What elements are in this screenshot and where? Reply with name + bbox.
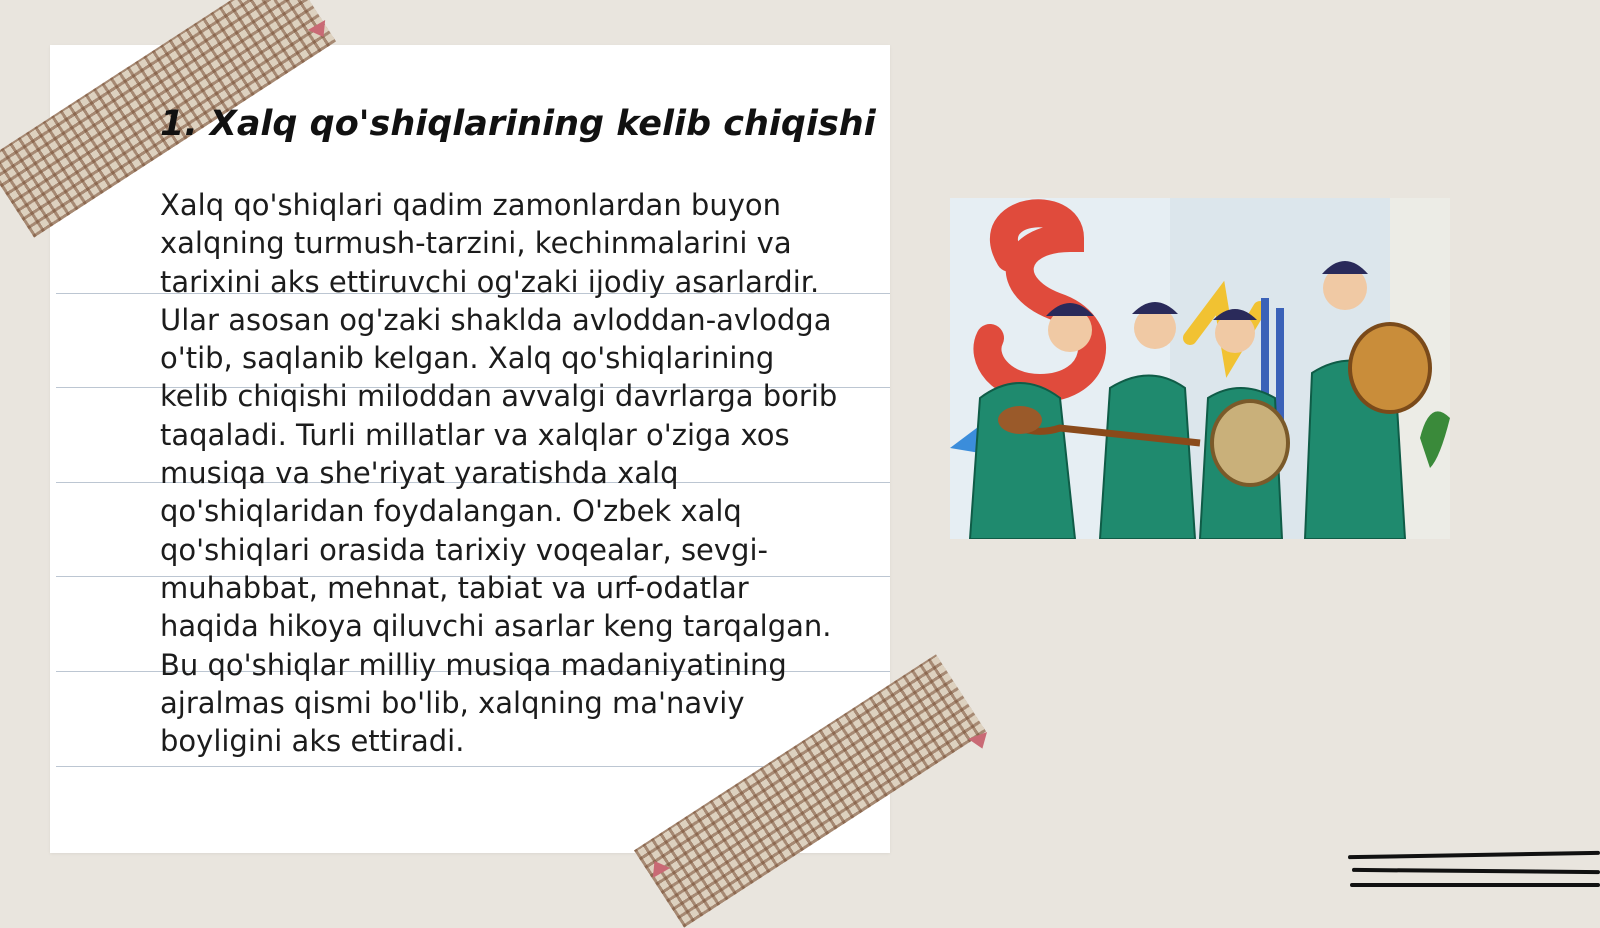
decorative-stroke-lines	[1348, 847, 1600, 887]
slide-title: 1. Xalq qo'shiqlarining kelib chiqishi	[160, 104, 876, 144]
performers-illustration	[950, 198, 1450, 539]
slide-body-text: Xalq qo'shiqlari qadim zamonlardan buyon xalqning turmush-tarzini, kechinmalarini va tarixini aks ettiruvchi og'zaki ijodiy asarlardir. Ular asosan og'zaki shaklda avloddan-avlodga o'tib, saqlanib kelgan. Xalq qo'shiqlarining kelib chiqishi miloddan avvalgi davrlarga borib taqaladi. Turli millatlar va xalqlar o'ziga xos musiqa va she'riyat yaratishda xalq qo'shiqlaridan foydalangan. O'zbek xalq qo'shiqlari orasida tarixiy voqealar, sevgi-muhabbat, mehnat, tabiat va urf-odatlar haqida hikoya qiluvchi asarlar keng tarqalgan. Bu qo'shiqlar milliy musiqa madaniyatining ajralmas qismi bo'lib, xalqning ma'naviy boyligini aks ettiradi.	[160, 188, 838, 759]
performers-photo	[950, 198, 1450, 539]
